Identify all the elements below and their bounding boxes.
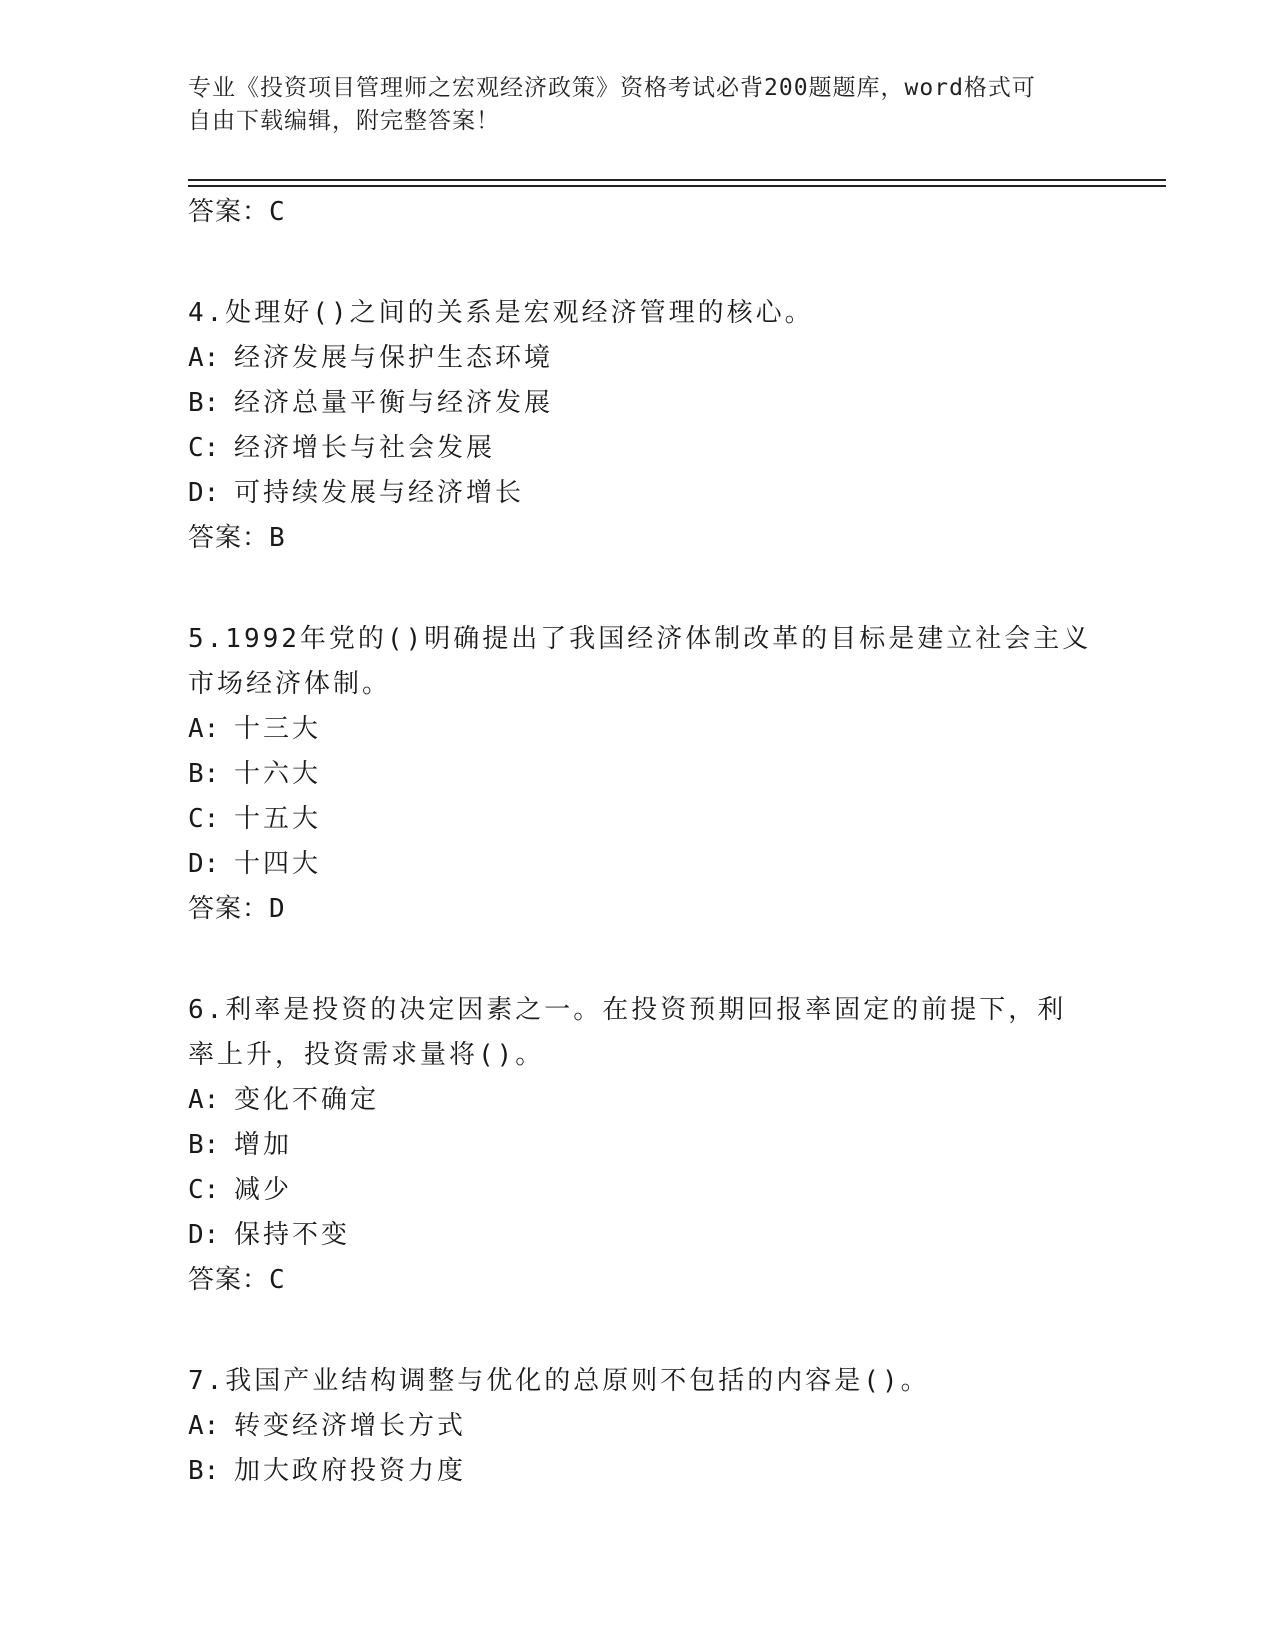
question-text: 6.利率是投资的决定因素之一。在投资预期回报率固定的前提下，利 bbox=[188, 995, 1067, 1025]
option-d bbox=[188, 471, 1088, 516]
option-text: 经济总量平衡与经济发展 bbox=[234, 388, 554, 418]
answer-value: C bbox=[269, 197, 286, 227]
option-letter: B: bbox=[188, 388, 220, 418]
option-b bbox=[188, 1123, 1088, 1168]
document-header bbox=[188, 72, 1068, 138]
answer-line bbox=[188, 1258, 1088, 1303]
question-text-continued: 率上升，投资需求量将()。 bbox=[188, 1040, 545, 1070]
answer-label: 答案： bbox=[188, 197, 270, 227]
option-b bbox=[188, 752, 1088, 797]
option-d bbox=[188, 842, 1088, 887]
answer-value: B bbox=[269, 523, 286, 553]
option-text: 转变经济增长方式 bbox=[234, 1411, 467, 1441]
question-text: 5.1992年党的()明确提出了我国经济体制改革的目标是建立社会主义 bbox=[188, 624, 1092, 654]
option-text: 加大政府投资力度 bbox=[234, 1456, 467, 1486]
question-text: 7.我国产业结构调整与优化的总原则不包括的内容是()。 bbox=[188, 1366, 930, 1396]
option-text: 增加 bbox=[234, 1130, 293, 1160]
option-c bbox=[188, 426, 1088, 471]
option-text: 可持续发展与经济增长 bbox=[234, 478, 525, 508]
answer-line bbox=[188, 190, 1088, 235]
header-line-1: 专业《投资项目管理师之宏观经济政策》资格考试必背200题题库，word格式可 bbox=[188, 75, 1036, 101]
option-letter: B: bbox=[188, 759, 220, 789]
option-letter: A: bbox=[188, 343, 220, 373]
option-text: 十四大 bbox=[234, 849, 322, 879]
option-letter: B: bbox=[188, 1130, 220, 1160]
option-letter: B: bbox=[188, 1456, 220, 1486]
option-c bbox=[188, 1168, 1088, 1213]
answer-line bbox=[188, 516, 1088, 561]
header-line-2: 自由下载编辑，附完整答案！ bbox=[188, 108, 500, 134]
option-text: 十三大 bbox=[234, 714, 322, 744]
option-d bbox=[188, 1213, 1088, 1258]
option-text: 减少 bbox=[234, 1175, 293, 1205]
answer-value: D bbox=[269, 894, 286, 924]
option-letter: D: bbox=[188, 849, 220, 879]
option-letter: D: bbox=[188, 478, 220, 508]
option-letter: C: bbox=[188, 804, 220, 834]
option-letter: C: bbox=[188, 433, 220, 463]
header-rule-top bbox=[188, 179, 1166, 181]
answer-value: C bbox=[269, 1265, 286, 1295]
option-letter: C: bbox=[188, 1175, 220, 1205]
question-text: 4.处理好()之间的关系是宏观经济管理的核心。 bbox=[188, 298, 814, 328]
question-text-continued: 市场经济体制。 bbox=[188, 669, 392, 699]
answer-label: 答案： bbox=[188, 1265, 270, 1295]
option-text: 十六大 bbox=[234, 759, 322, 789]
option-letter: A: bbox=[188, 1411, 220, 1441]
answer-line bbox=[188, 887, 1088, 932]
option-a bbox=[188, 707, 1088, 752]
option-c bbox=[188, 797, 1088, 842]
option-a bbox=[188, 1078, 1088, 1123]
answer-label: 答案： bbox=[188, 894, 270, 924]
option-b bbox=[188, 1449, 1088, 1494]
question-list bbox=[188, 190, 1092, 1494]
option-a bbox=[188, 1404, 1088, 1449]
option-letter: A: bbox=[188, 1085, 220, 1115]
option-text: 经济发展与保护生态环境 bbox=[234, 343, 554, 373]
option-text: 保持不变 bbox=[234, 1220, 351, 1250]
answer-label: 答案： bbox=[188, 523, 270, 553]
option-a bbox=[188, 336, 1088, 381]
option-letter: A: bbox=[188, 714, 220, 744]
option-text: 十五大 bbox=[234, 804, 322, 834]
option-letter: D: bbox=[188, 1220, 220, 1250]
option-text: 变化不确定 bbox=[234, 1085, 380, 1115]
option-text: 经济增长与社会发展 bbox=[234, 433, 496, 463]
header-rule-bottom bbox=[188, 185, 1166, 187]
option-b bbox=[188, 381, 1088, 426]
